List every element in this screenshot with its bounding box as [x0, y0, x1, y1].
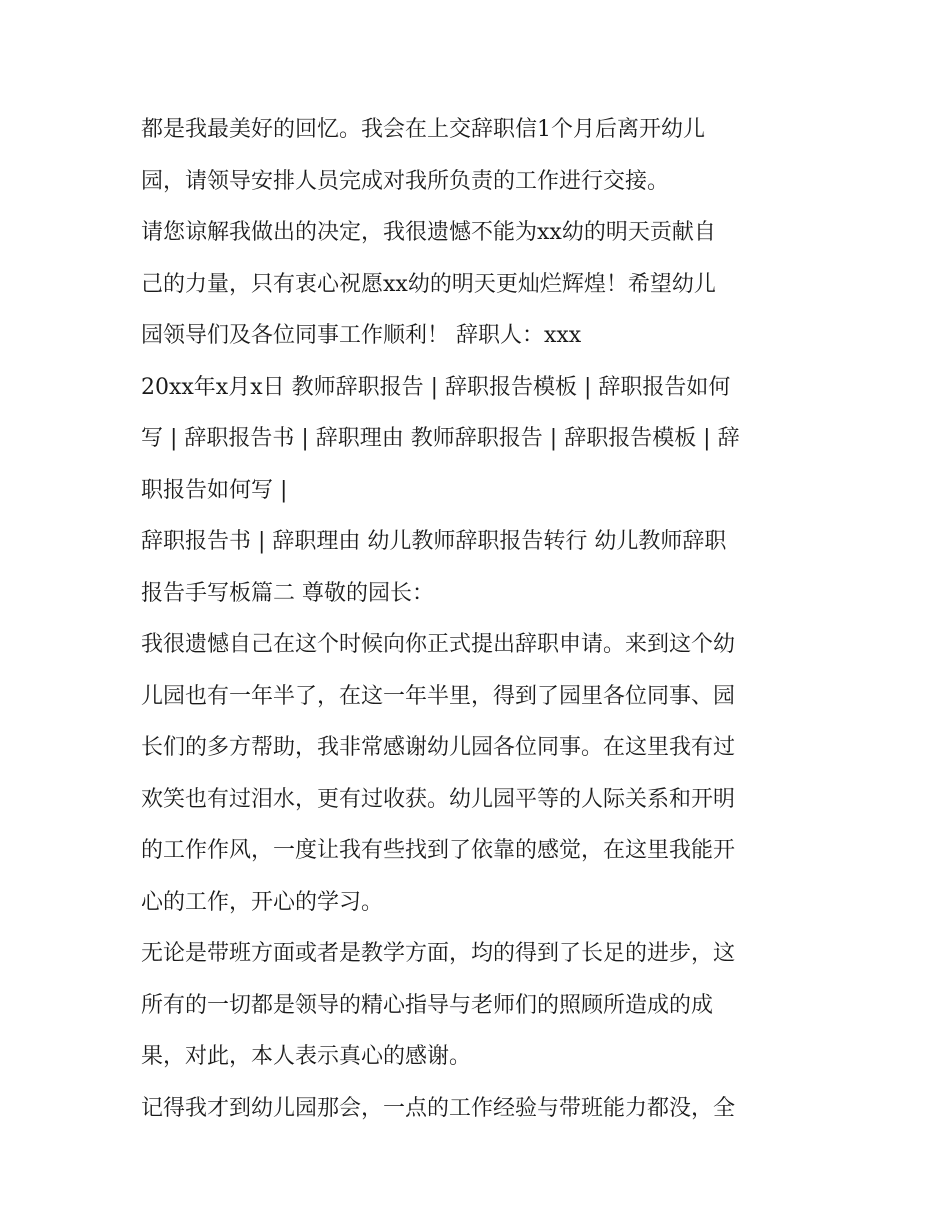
text-line: 写 | 辞职报告书 | 辞职理由 教师辞职报告 | 辞职报告模板 | 辞: [141, 426, 740, 451]
document-body: [141, 104, 821, 1134]
text-line: 心的工作，开心的学习。: [141, 889, 384, 915]
text-line: 所有的一切都是领导的精心指导与老师们的照顾所造成的成: [141, 992, 714, 1018]
text-line: 长们的多方帮助，我非常感谢幼儿园各位同事。在这里我有过: [141, 735, 736, 760]
text-line: 辞职报告书 | 辞职理由 幼儿教师辞职报告转行 幼儿教师辞职: [141, 529, 727, 554]
text-line: 儿园也有一年半了，在这一年半里，得到了园里各位同事、园: [141, 683, 736, 709]
text-line: 无论是带班方面或者是教学方面，均的得到了长足的进步，这: [141, 941, 736, 966]
text-line: 都是我最美好的回忆。我会在上交辞职信1个月后离开幼儿: [141, 117, 705, 142]
text-line: 园，请领导安排人员完成对我所负责的工作进行交接。: [141, 168, 670, 194]
text-line: 职报告如何写 |: [141, 477, 288, 503]
text-line: 我很遗憾自己在这个时候向你正式提出辞职申请。来到这个幼: [141, 632, 736, 657]
text-line: 记得我才到幼儿园那会，一点的工作经验与带班能力都没，全: [141, 1095, 736, 1121]
text-line: 20xx年x月x日 教师辞职报告 | 辞职报告模板 | 辞职报告如何: [141, 374, 731, 400]
text-line: 欢笑也有过泪水，更有过收获。幼儿园平等的人际关系和开明: [141, 786, 736, 812]
text-line: 果，对此，本人表示真心的感谢。: [141, 1044, 472, 1069]
text-line: 己的力量，只有衷心祝愿xx幼的明天更灿烂辉煌！希望幼儿: [141, 271, 716, 297]
text-line: 报告手写板篇二 尊敬的园长：: [141, 580, 434, 606]
text-line: 园领导们及各位同事工作顺利！ 辞职人：xxx: [141, 323, 582, 348]
text-line: 的工作作风，一度让我有些找到了依靠的感觉，在这里我能开: [141, 838, 736, 863]
text-line: 请您谅解我做出的决定，我很遗憾不能为xx幼的明天贡献自: [141, 220, 716, 245]
